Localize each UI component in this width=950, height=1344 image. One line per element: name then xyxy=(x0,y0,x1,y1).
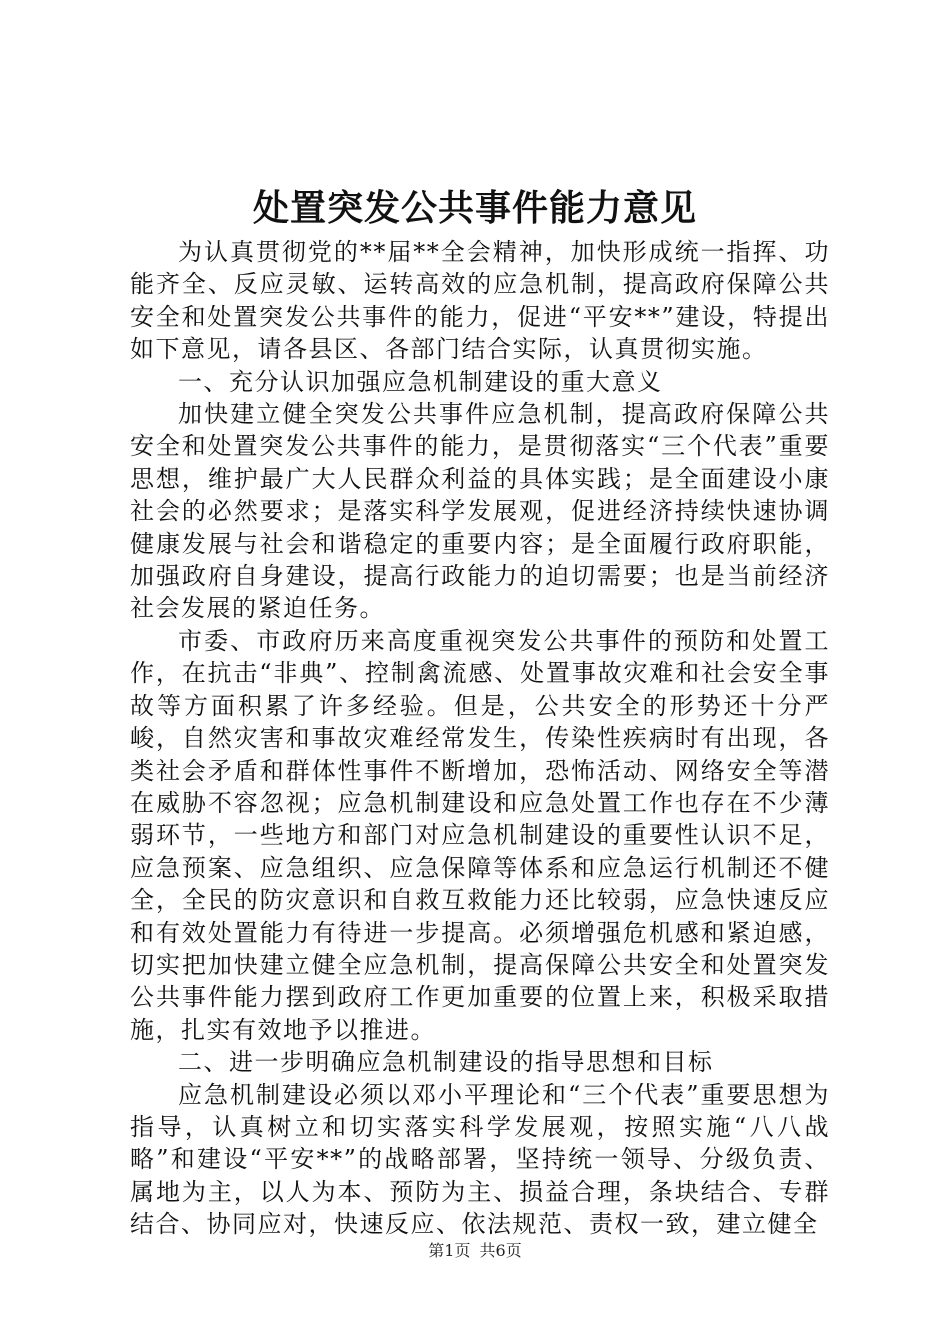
section-heading-2: 二、进一步明确应急机制建设的指导思想和目标 xyxy=(178,1048,714,1077)
total-pages: 共6页 xyxy=(479,1241,522,1260)
paragraph-guiding-ideology: 应急机制建设必须以邓小平理论和“三个代表”重要思想为指导，认真树立和切实落实科学发展观，按照实施“八八战略”和建设“平安**”的战略部署，坚持统一领导、分级负责、属地为主，以人为本、预防为主、损益合理，条块结合、专群结合、协同应对，快速反应、依法规范、责权一致，建立健全 xyxy=(130,1080,830,1239)
paragraph-significance: 加快建立健全突发公共事件应急机制，提高政府保障公共安全和处置突发公共事件的能力，是贯彻落实“三个代表”重要思想，维护最广大人民群众利益的具体实践；是全面建设小康社会的必然要求；是落实科学发展观，促进经济持续快速协调健康发展与社会和谐稳定的重要内容；是全面履行政府职能，加强政府自身建设，提高行政能力的迫切需要；也是当前经济社会发展的紧迫任务。 xyxy=(130,400,830,623)
section-heading-1: 一、充分认识加强应急机制建设的重大意义 xyxy=(178,367,663,396)
page-footer xyxy=(0,1240,950,1262)
paragraph-intro: 为认真贯彻党的**届**全会精神，加快形成统一指挥、功能齐全、反应灵敏、运转高效的应急机制，提高政府保障公共安全和处置突发公共事件的能力，促进“平安**”建设，特提出如下意见，请各县区、各部门结合实际，认真贯彻实施。 xyxy=(130,238,830,364)
page-number: 第1页 xyxy=(428,1241,471,1260)
document-body xyxy=(130,236,830,1241)
document-title: 处置突发公共事件能力意见 xyxy=(252,187,697,229)
paragraph-situation: 市委、市政府历来高度重视突发公共事件的预防和处置工作，在抗击“非典”、控制禽流感、处置事故灾难和社会安全事故等方面积累了许多经验。但是，公共安全的形势还十分严峻，自然灾害和事故灾难经常发生，传染性疾病时有出现，各类社会矛盾和群体性事件不断增加，恐怖活动、网络安全等潜在威胁不容忽视；应急机制建设和应急处置工作也存在不少薄弱环节，一些地方和部门对应急机制建设的重要性认识不足，应急预案、应急组织、应急保障等体系和应急运行机制还不健全，全民的防灾意识和自救互救能力还比较弱，应急快速反应和有效处置能力有待进一步提高。必须增强危机感和紧迫感，切实把加快建立健全应急机制，提高保障公共安全和处置突发公共事件能力摆到政府工作更加重要的位置上来，积极采取措施，扎实有效地予以推进。 xyxy=(130,626,830,1044)
